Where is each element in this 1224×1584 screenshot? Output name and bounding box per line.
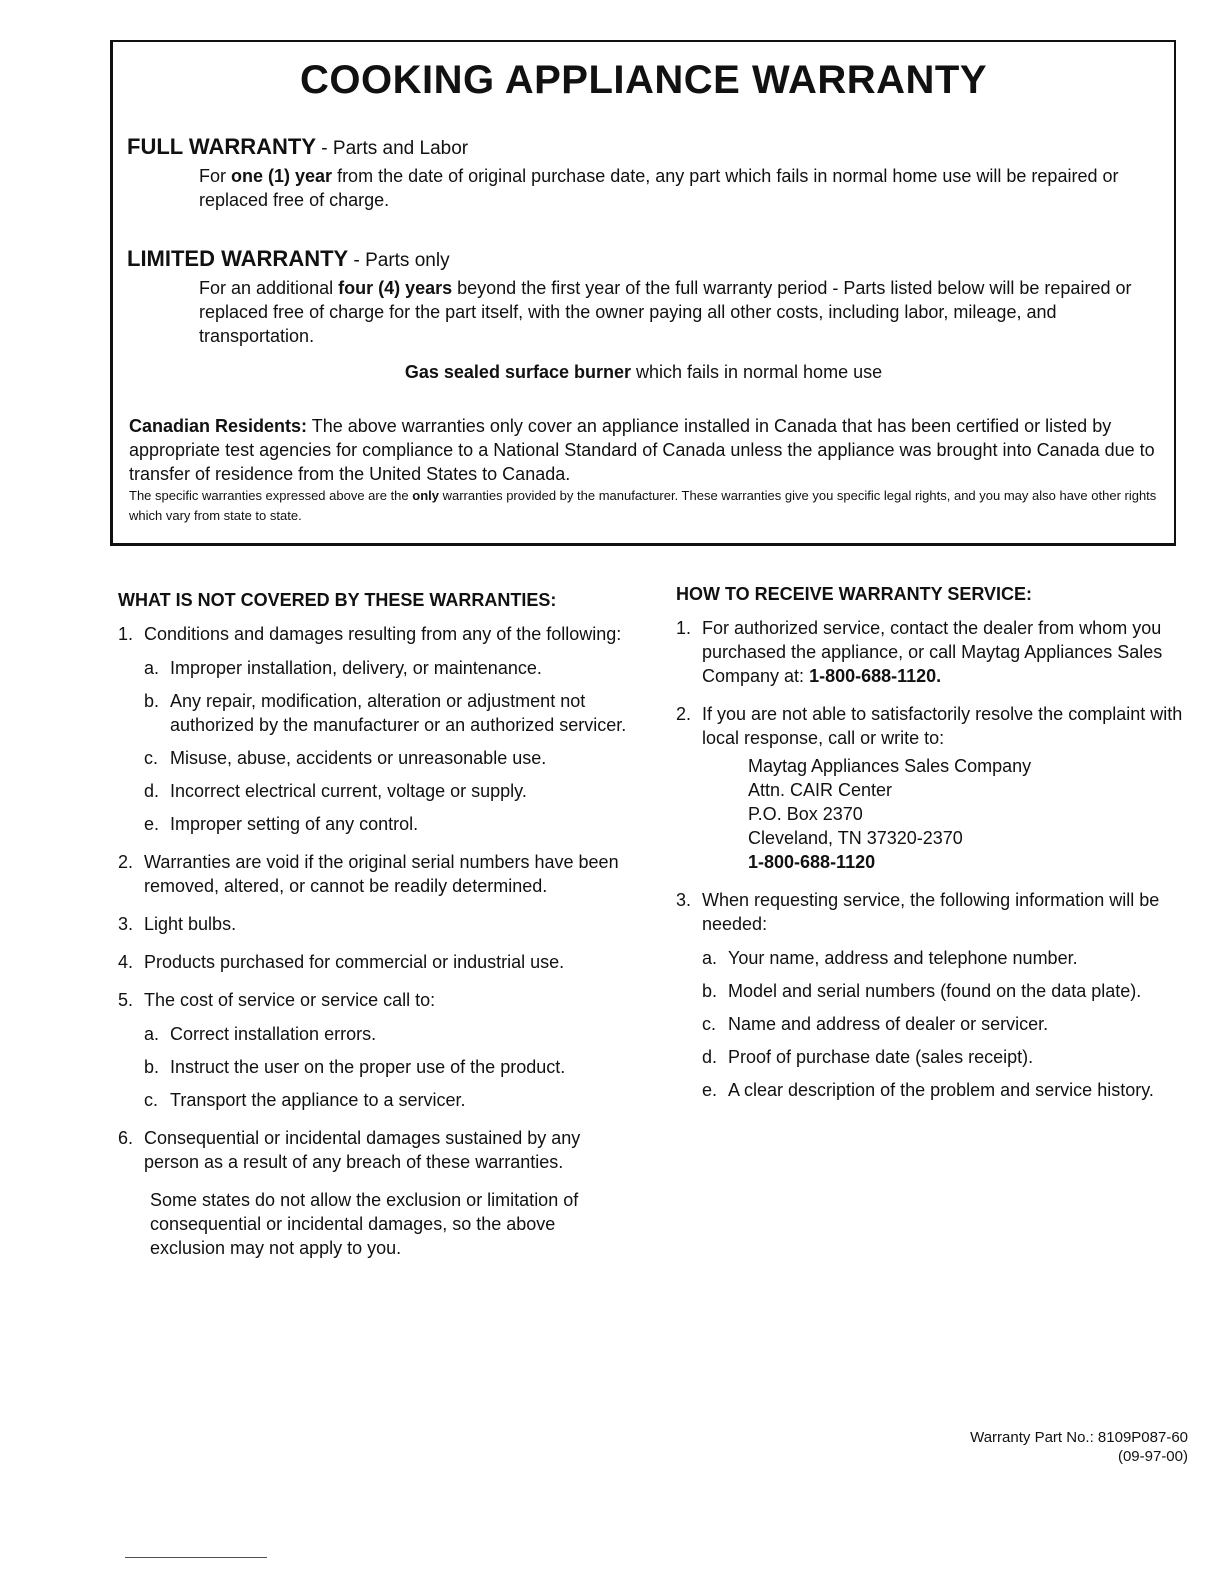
list-item: e. Improper setting of any control. (144, 814, 419, 834)
address-phone: 1-800-688-1120 (748, 852, 876, 872)
list-item: d. Proof of purchase date (sales receipt). (702, 1047, 1034, 1067)
full-warranty-label: FULL WARRANTY (127, 134, 317, 159)
list-item: 2. If you are not able to satisfactorily resolve the complaint with local response, call or write to: (676, 704, 1183, 748)
list-item: b. Any repair, modification, alteration or adjustment not authorized by the manufacturer or an authorized servicer. (144, 691, 627, 735)
list-item: a. Your name, address and telephone number. (702, 948, 1078, 968)
list-item: a. Correct installation errors. (144, 1024, 377, 1044)
list-item: 3. Light bulbs. (118, 914, 237, 934)
not-covered-heading: WHAT IS NOT COVERED BY THESE WARRANTIES: (118, 590, 557, 610)
list-item: b. Instruct the user on the proper use of the product. (144, 1057, 566, 1077)
page-title: COOKING APPLIANCE WARRANTY (299, 58, 988, 102)
limited-warranty-heading (127, 246, 450, 272)
list-item: a. Improper installation, delivery, or maintenance. (144, 658, 542, 678)
mailing-address: Maytag Appliances Sales Company Attn. CAIR Center P.O. Box 2370 Cleveland, TN 37320-2370 1-800-688-1120 (676, 754, 1186, 874)
how-to-column (676, 582, 1186, 1111)
full-warranty-heading (127, 134, 468, 160)
list-item: 3. When requesting service, the following information will be needed: (676, 890, 1160, 934)
list-item: c. Transport the appliance to a servicer. (144, 1090, 466, 1110)
full-warranty-term: one (1) year (231, 166, 333, 186)
canadian-residents-label: Canadian Residents: (129, 416, 308, 436)
warranty-box (110, 40, 1176, 546)
fine-print: The specific warranties expressed above are the only warranties provided by the manufacturer. These warranties give you specific legal rights, and you may also have other rights which vary from state to state. (129, 488, 1157, 523)
exclusion-note: Some states do not allow the exclusion or limitation of consequential or incidental damages, so the above exclusion may not apply to you. (150, 1190, 579, 1258)
list-item: 6. Consequential or incidental damages sustained by any person as a result of any breach of these warranties. (118, 1128, 581, 1172)
list-item: b. Model and serial numbers (found on the data plate). (702, 981, 1142, 1001)
list-item: d. Incorrect electrical current, voltage or supply. (144, 781, 527, 801)
part-number: Warranty Part No.: 8109P087-60 (970, 1429, 1188, 1446)
covered-part: Gas sealed surface burner which fails in normal home use (404, 362, 883, 382)
how-to-heading: HOW TO RECEIVE WARRANTY SERVICE: (676, 584, 1033, 604)
divider (125, 1557, 267, 1558)
part-number-footer (970, 1428, 1188, 1466)
list-item: 1. For authorized service, contact the dealer from whom you purchased the appliance, or call Maytag Appliances Sales Company at: 1-800-688-1120. (676, 618, 1163, 686)
list-item: 5. The cost of service or service call to: (118, 990, 436, 1010)
limited-warranty-text: For an additional four (4) years beyond the first year of the full warranty period - Parts listed below will be repaired or replaced free of charge for the part itself, with the owner paying all other costs, including labor, mileage, and transportation. (199, 278, 1132, 346)
list-item: c. Name and address of dealer or servicer. (702, 1014, 1049, 1034)
full-warranty-text: For one (1) year from the date of original purchase date, any part which fails in normal home use will be repaired or replaced free of charge. (199, 166, 1119, 210)
not-covered-column (118, 588, 628, 1260)
revision-date: (09-97-00) (1117, 1448, 1188, 1465)
limited-warranty-sub: - Parts only (348, 250, 450, 271)
list-item: 2. Warranties are void if the original serial numbers have been removed, altered, or cannot be readily determined. (118, 852, 619, 896)
list-item: e. A clear description of the problem and service history. (702, 1080, 1154, 1100)
list-item: c. Misuse, abuse, accidents or unreasonable use. (144, 748, 547, 768)
list-item: 1. Conditions and damages resulting from any of the following: (118, 624, 622, 644)
phone-number: 1-800-688-1120. (809, 666, 942, 686)
covered-part-name: Gas sealed surface burner (404, 362, 631, 382)
limited-warranty-label: LIMITED WARRANTY (127, 246, 349, 271)
limited-warranty-term: four (4) years (338, 278, 453, 298)
list-item: 4. Products purchased for commercial or industrial use. (118, 952, 565, 972)
full-warranty-sub: - Parts and Labor (316, 138, 469, 159)
canadian-residents-text: Canadian Residents: The above warranties only cover an appliance installed in Canada that has been certified or listed by appropriate test agencies for compliance to a National Standard of Canada unless the appliance was brought into Canada due to transfer of residence from the United States to Canada. (129, 416, 1155, 484)
